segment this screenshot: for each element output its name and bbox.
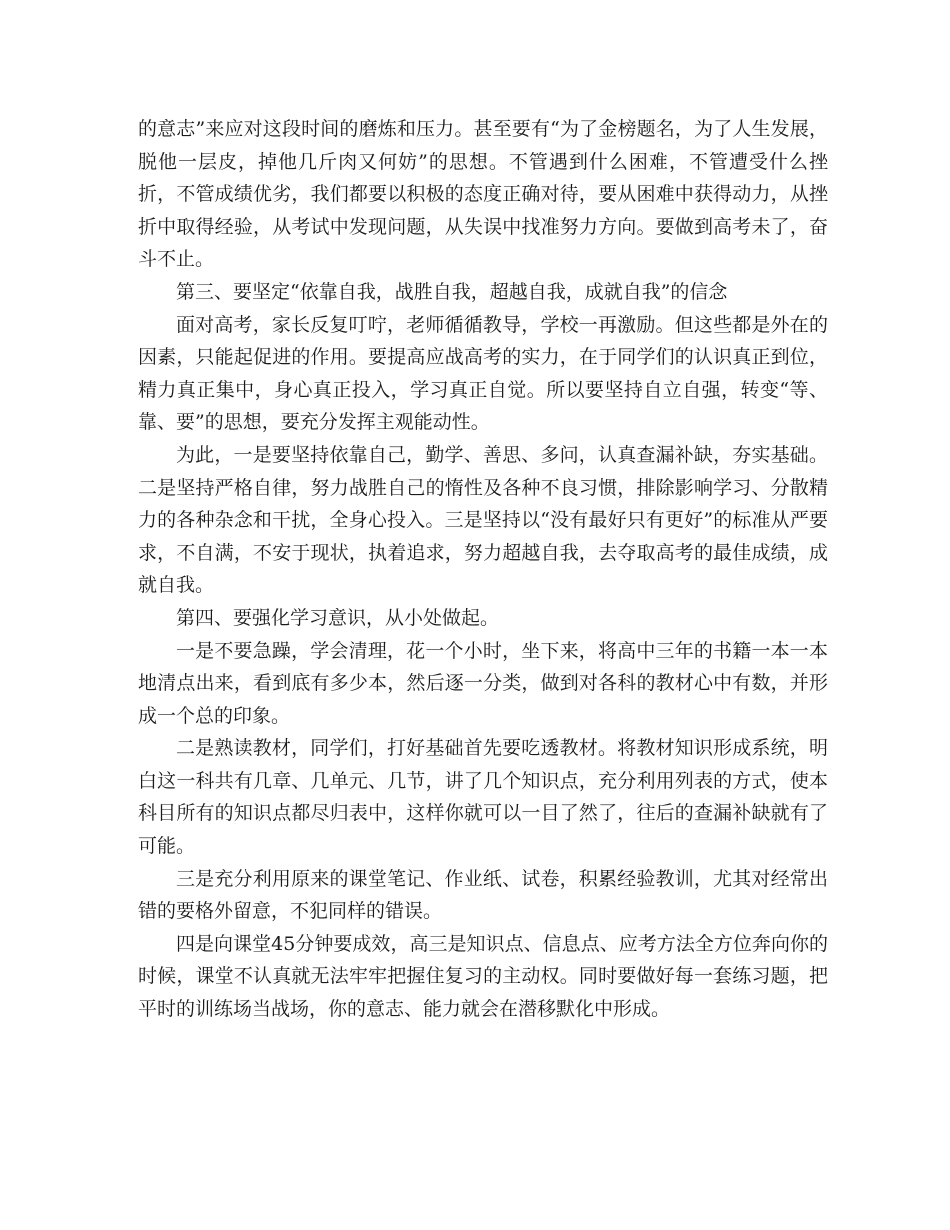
- paragraph-6: 一是不要急躁，学会清理，花一个小时，坐下来，将高中三年的书籍一本一本地清点出来，看到底有多少本，然后逐一分类，做到对各科的教材心中有数，并形成一个总的印象。: [138, 639, 828, 727]
- paragraph-1: 的意志”来应对这段时间的磨炼和压力。甚至要有“为了金榜题名，为了人生发展，脱他一层皮，掉他几斤肉又何妨”的思想。不管遇到什么困难，不管遭受什么挫折，不管成绩优劣，我们都要以积极的态度正确对待，要从困难中获得动力，从挫折中取得经验，从考试中发现问题，从失误中找准努力方向。要做到高考未了，奋斗不止。: [138, 118, 828, 271]
- paragraph-8: 三是充分利用原来的课堂笔记、作业纸、试卷，积累经验教训，尤其对经常出错的要格外留意，不犯同样的错误。: [138, 867, 828, 923]
- paragraph-9: 四是向课堂45分钟要成效，高三是知识点、信息点、应考方法全方位奔向你的时候，课堂不认真就无法牢牢把握住复习的主动权。同时要做好每一套练习题，把平时的训练场当战场，你的意志、能力就会在潜移默化中形成。: [138, 932, 828, 1021]
- paragraph-4: 为此，一是要坚持依靠自己，勤学、善思、多问，认真查漏补缺，夯实基础。二是坚持严格自律，努力战胜自己的惰性及各种不良习惯，排除影响学习、分散精力的各种杂念和干扰，全身心投入。三是坚持以“没有最好只有更好”的标准从严要求，不自满，不安于现状，执着追求，努力超越自我，去夺取高考的最佳成绩，成就自我。: [138, 443, 828, 597]
- paragraph-7: 二是熟读教材，同学们，打好基础首先要吃透教材。将教材知识形成系统，明白这一科共有几章、几单元、几节，讲了几个知识点，充分利用列表的方式，使本科目所有的知识点都尽归表中，这样你就可以一目了然了，往后的查漏补缺就有了可能。: [138, 737, 828, 858]
- heading-point-four: 第四、要强化学习意识，从小处做起。: [176, 606, 500, 629]
- document-body: [138, 113, 828, 1026]
- paragraph-3: 面对高考，家长反复叮咛，老师循循教导，学校一再激励。但这些都是外在的因素，只能起促进的作用。要提高应战高考的实力，在于同学们的认识真正到位，精力真正集中，身心真正投入，学习真正自觉。所以要坚持自立自强，转变“等、靠、要”的思想，要充分发挥主观能动性。: [138, 313, 828, 434]
- heading-point-three: 第三、要坚定“依靠自我，战胜自我，超越自我，成就自我”的信念: [176, 280, 728, 303]
